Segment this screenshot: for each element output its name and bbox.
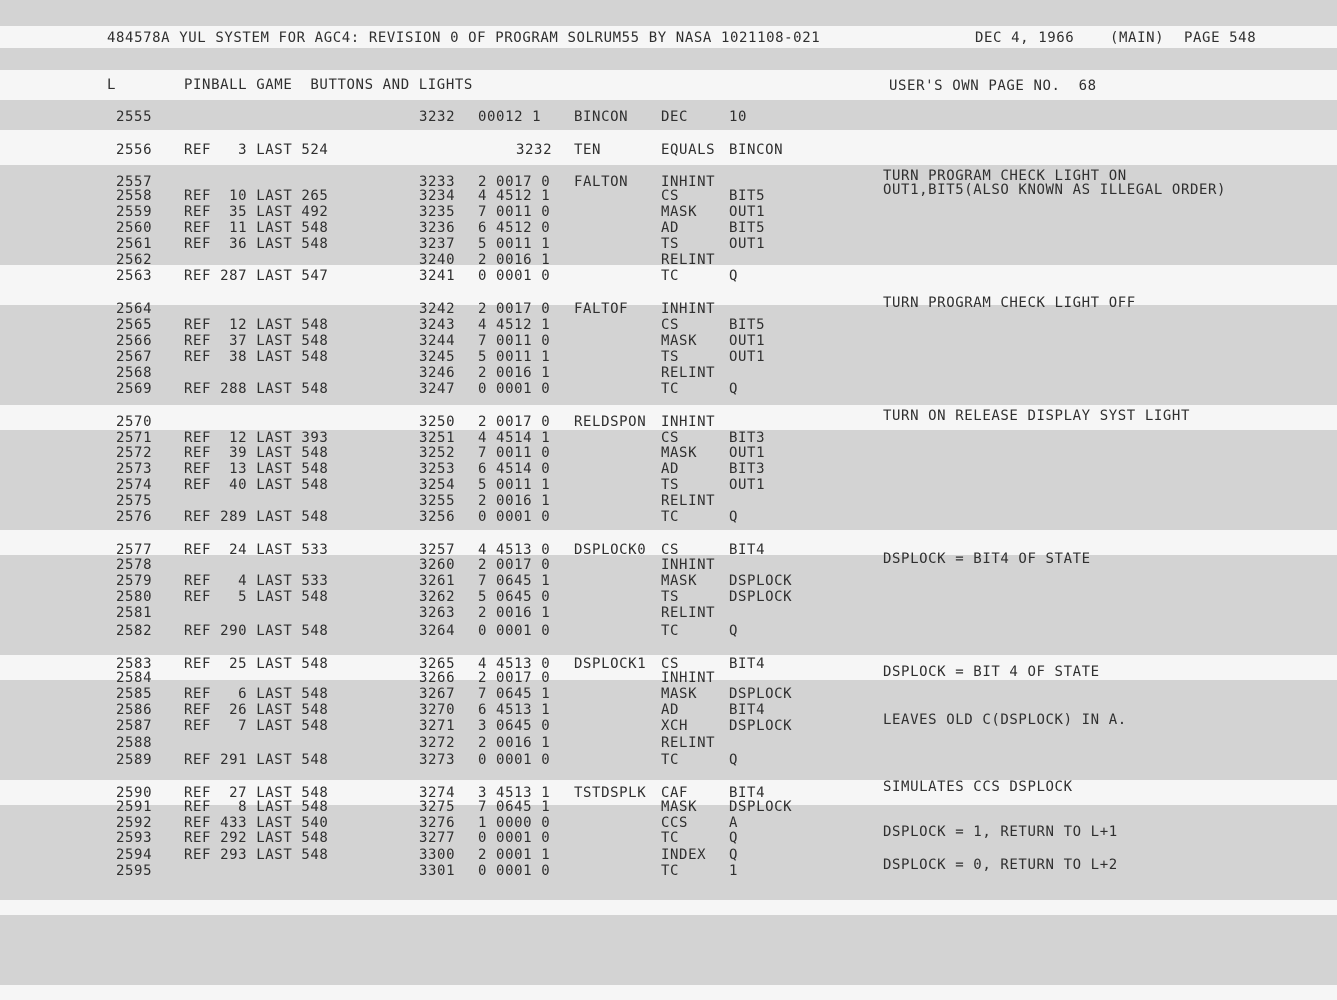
address: 3270 <box>419 702 456 718</box>
line-number: 2565 <box>116 317 153 333</box>
listing-section: (MAIN) <box>1110 30 1165 46</box>
opcode: RELINT <box>661 252 716 268</box>
line-number: 2585 <box>116 686 153 702</box>
cross-reference: REF 37 LAST 548 <box>184 333 329 349</box>
machine-code: 2 0016 1 <box>478 365 551 381</box>
comment: LEAVES OLD C(DSPLOCK) IN A. <box>883 712 1127 728</box>
opcode: AD <box>661 220 680 236</box>
comment: TURN PROGRAM CHECK LIGHT OFF <box>883 295 1136 311</box>
machine-code: 2 0016 1 <box>478 252 551 268</box>
operand: OUT1 <box>729 477 766 493</box>
opcode: DEC <box>661 109 689 125</box>
page-marker: L <box>107 77 117 93</box>
cross-reference: REF 8 LAST 548 <box>184 799 329 815</box>
opcode: MASK <box>661 686 698 702</box>
opcode: TC <box>661 863 680 879</box>
opcode: CAF <box>661 785 689 801</box>
opcode: INDEX <box>661 847 707 863</box>
opcode: TC <box>661 752 680 768</box>
address: 3257 <box>419 542 456 558</box>
operand: DSPLOCK <box>729 589 793 605</box>
address: 3261 <box>419 573 456 589</box>
opcode: RELINT <box>661 493 716 509</box>
line-number: 2572 <box>116 445 153 461</box>
opcode: INHINT <box>661 174 716 190</box>
machine-code: 7 0645 1 <box>478 799 551 815</box>
address: 3241 <box>419 268 456 284</box>
cross-reference: REF 35 LAST 492 <box>184 204 329 220</box>
line-number: 2576 <box>116 509 153 525</box>
address: 3276 <box>419 815 456 831</box>
machine-code: 4 4513 0 <box>478 656 551 672</box>
address: 3264 <box>419 623 456 639</box>
comment: DSPLOCK = BIT4 OF STATE <box>883 551 1091 567</box>
address: 3274 <box>419 785 456 801</box>
address: 3240 <box>419 252 456 268</box>
machine-code: 2 0017 0 <box>478 174 551 190</box>
machine-code: 2 0016 1 <box>478 605 551 621</box>
address: 3244 <box>419 333 456 349</box>
address: 3271 <box>419 718 456 734</box>
comment: DSPLOCK = 0, RETURN TO L+2 <box>883 857 1118 873</box>
opcode: TC <box>661 268 680 284</box>
line-number: 2555 <box>116 109 153 125</box>
address: 3236 <box>419 220 456 236</box>
operand: DSPLOCK <box>729 718 793 734</box>
section-title: PINBALL GAME BUTTONS AND LIGHTS <box>184 77 473 93</box>
line-number: 2561 <box>116 236 153 252</box>
operand: Q <box>729 752 739 768</box>
machine-code: 2 0017 0 <box>478 670 551 686</box>
line-number: 2570 <box>116 414 153 430</box>
address: 3242 <box>419 301 456 317</box>
opcode: MASK <box>661 445 698 461</box>
address: 3272 <box>419 735 456 751</box>
line-number: 2594 <box>116 847 153 863</box>
opcode: TC <box>661 623 680 639</box>
machine-code: 2 0017 0 <box>478 301 551 317</box>
machine-code: 4 4512 1 <box>478 188 551 204</box>
opcode: TC <box>661 830 680 846</box>
opcode: MASK <box>661 204 698 220</box>
comment: DSPLOCK = BIT 4 OF STATE <box>883 664 1100 680</box>
operand: 1 <box>729 863 739 879</box>
opcode: CS <box>661 656 680 672</box>
address: 3255 <box>419 493 456 509</box>
line-number: 2567 <box>116 349 153 365</box>
address: 3301 <box>419 863 456 879</box>
address: 3233 <box>419 174 456 190</box>
machine-code: 2 0016 1 <box>478 493 551 509</box>
machine-code: 00012 1 <box>478 109 542 125</box>
machine-code: 3232 <box>516 142 553 158</box>
operand: OUT1 <box>729 445 766 461</box>
cross-reference: REF 291 LAST 548 <box>184 752 329 768</box>
cross-reference: REF 288 LAST 548 <box>184 381 329 397</box>
address: 3275 <box>419 799 456 815</box>
listing-date: DEC 4, 1966 <box>975 30 1075 46</box>
machine-code: 2 0001 1 <box>478 847 551 863</box>
symbol-label: DSPLOCK0 <box>574 542 647 558</box>
opcode: MASK <box>661 573 698 589</box>
machine-code: 7 0011 0 <box>478 333 551 349</box>
address: 3234 <box>419 188 456 204</box>
operand: OUT1 <box>729 236 766 252</box>
line-number: 2586 <box>116 702 153 718</box>
address: 3256 <box>419 509 456 525</box>
line-number: 2581 <box>116 605 153 621</box>
opcode: INHINT <box>661 414 716 430</box>
line-number: 2557 <box>116 174 153 190</box>
opcode: AD <box>661 702 680 718</box>
machine-code: 4 4512 1 <box>478 317 551 333</box>
address: 3273 <box>419 752 456 768</box>
cross-reference: REF 12 LAST 548 <box>184 317 329 333</box>
line-number: 2579 <box>116 573 153 589</box>
address: 3254 <box>419 477 456 493</box>
operand: BIT5 <box>729 188 766 204</box>
address: 3237 <box>419 236 456 252</box>
line-number: 2583 <box>116 656 153 672</box>
address: 3250 <box>419 414 456 430</box>
line-number: 2593 <box>116 830 153 846</box>
symbol-label: BINCON <box>574 109 629 125</box>
machine-code: 3 4513 1 <box>478 785 551 801</box>
machine-code: 2 0017 0 <box>478 557 551 573</box>
address: 3243 <box>419 317 456 333</box>
opcode: CCS <box>661 815 689 831</box>
opcode: RELINT <box>661 605 716 621</box>
address: 3266 <box>419 670 456 686</box>
address: 3247 <box>419 381 456 397</box>
cross-reference: REF 293 LAST 548 <box>184 847 329 863</box>
cross-reference: REF 24 LAST 533 <box>184 542 329 558</box>
opcode: RELINT <box>661 735 716 751</box>
line-number: 2573 <box>116 461 153 477</box>
line-number: 2559 <box>116 204 153 220</box>
address: 3300 <box>419 847 456 863</box>
cross-reference: REF 10 LAST 265 <box>184 188 329 204</box>
symbol-label: DSPLOCK1 <box>574 656 647 672</box>
line-number: 2595 <box>116 863 153 879</box>
operand: BIT4 <box>729 785 766 801</box>
address: 3260 <box>419 557 456 573</box>
line-number: 2588 <box>116 735 153 751</box>
machine-code: 7 0645 1 <box>478 573 551 589</box>
machine-code: 5 0011 1 <box>478 236 551 252</box>
user-page-number: USER'S OWN PAGE NO. 68 <box>889 78 1097 94</box>
opcode: MASK <box>661 333 698 349</box>
line-number: 2569 <box>116 381 153 397</box>
operand: DSPLOCK <box>729 573 793 589</box>
opcode: INHINT <box>661 557 716 573</box>
cross-reference: REF 290 LAST 548 <box>184 623 329 639</box>
address: 3232 <box>419 109 456 125</box>
line-number: 2591 <box>116 799 153 815</box>
machine-code: 0 0001 0 <box>478 268 551 284</box>
opcode: CS <box>661 317 680 333</box>
line-number: 2566 <box>116 333 153 349</box>
operand: BIT3 <box>729 430 766 446</box>
machine-code: 0 0001 0 <box>478 509 551 525</box>
opcode: CS <box>661 542 680 558</box>
listing-header: 484578A YUL SYSTEM FOR AGC4: REVISION 0 OF PROGRAM SOLRUM55 BY NASA 1021108-021 <box>107 30 821 46</box>
machine-code: 7 0645 1 <box>478 686 551 702</box>
opcode: TS <box>661 589 680 605</box>
page-number: PAGE 548 <box>1184 30 1257 46</box>
opcode: TS <box>661 349 680 365</box>
machine-code: 0 0001 0 <box>478 752 551 768</box>
symbol-label: TSTDSPLK <box>574 785 647 801</box>
opcode: CS <box>661 188 680 204</box>
symbol-label: FALTON <box>574 174 629 190</box>
line-number: 2577 <box>116 542 153 558</box>
cross-reference: REF 292 LAST 548 <box>184 830 329 846</box>
line-number: 2564 <box>116 301 153 317</box>
operand: OUT1 <box>729 333 766 349</box>
machine-code: 7 0011 0 <box>478 445 551 461</box>
cross-reference: REF 289 LAST 548 <box>184 509 329 525</box>
machine-code: 5 0011 1 <box>478 349 551 365</box>
machine-code: 5 0011 1 <box>478 477 551 493</box>
address: 3235 <box>419 204 456 220</box>
opcode: CS <box>661 430 680 446</box>
machine-code: 0 0001 0 <box>478 830 551 846</box>
operand: Q <box>729 623 739 639</box>
line-number: 2562 <box>116 252 153 268</box>
machine-code: 7 0011 0 <box>478 204 551 220</box>
opcode: AD <box>661 461 680 477</box>
address: 3253 <box>419 461 456 477</box>
opcode: XCH <box>661 718 689 734</box>
cross-reference: REF 36 LAST 548 <box>184 236 329 252</box>
operand: BINCON <box>729 142 784 158</box>
cross-reference: REF 27 LAST 548 <box>184 785 329 801</box>
operand: Q <box>729 509 739 525</box>
cross-reference: REF 39 LAST 548 <box>184 445 329 461</box>
opcode: RELINT <box>661 365 716 381</box>
line-number: 2574 <box>116 477 153 493</box>
cross-reference: REF 6 LAST 548 <box>184 686 329 702</box>
operand: Q <box>729 830 739 846</box>
line-number: 2582 <box>116 623 153 639</box>
machine-code: 0 0001 0 <box>478 623 551 639</box>
machine-code: 0 0001 0 <box>478 863 551 879</box>
operand: DSPLOCK <box>729 799 793 815</box>
address: 3263 <box>419 605 456 621</box>
comment: TURN ON RELEASE DISPLAY SYST LIGHT <box>883 408 1190 424</box>
address: 3252 <box>419 445 456 461</box>
machine-code: 6 4514 0 <box>478 461 551 477</box>
address: 3267 <box>419 686 456 702</box>
cross-reference: REF 13 LAST 548 <box>184 461 329 477</box>
symbol-label: TEN <box>574 142 602 158</box>
opcode: TC <box>661 509 680 525</box>
opcode: TS <box>661 477 680 493</box>
cross-reference: REF 26 LAST 548 <box>184 702 329 718</box>
line-number: 2558 <box>116 188 153 204</box>
cross-reference: REF 287 LAST 547 <box>184 268 329 284</box>
cross-reference: REF 38 LAST 548 <box>184 349 329 365</box>
address: 3245 <box>419 349 456 365</box>
symbol-label: RELDSPON <box>574 414 647 430</box>
opcode: INHINT <box>661 670 716 686</box>
operand: A <box>729 815 739 831</box>
line-number: 2568 <box>116 365 153 381</box>
line-number: 2556 <box>116 142 153 158</box>
cross-reference: REF 12 LAST 393 <box>184 430 329 446</box>
operand: OUT1 <box>729 349 766 365</box>
line-number: 2587 <box>116 718 153 734</box>
machine-code: 6 4513 1 <box>478 702 551 718</box>
line-number: 2590 <box>116 785 153 801</box>
machine-code: 1 0000 0 <box>478 815 551 831</box>
operand: DSPLOCK <box>729 686 793 702</box>
operand: BIT4 <box>729 702 766 718</box>
address: 3265 <box>419 656 456 672</box>
cross-reference: REF 4 LAST 533 <box>184 573 329 589</box>
operand: Q <box>729 847 739 863</box>
cross-reference: REF 25 LAST 548 <box>184 656 329 672</box>
cross-reference: REF 3 LAST 524 <box>184 142 329 158</box>
operand: BIT4 <box>729 542 766 558</box>
line-number: 2578 <box>116 557 153 573</box>
opcode: TC <box>661 381 680 397</box>
operand: BIT5 <box>729 317 766 333</box>
symbol-label: FALTOF <box>574 301 629 317</box>
cross-reference: REF 433 LAST 540 <box>184 815 329 831</box>
line-number: 2575 <box>116 493 153 509</box>
opcode: TS <box>661 236 680 252</box>
address: 3262 <box>419 589 456 605</box>
operand: 10 <box>729 109 748 125</box>
cross-reference: REF 11 LAST 548 <box>184 220 329 236</box>
operand: Q <box>729 381 739 397</box>
operand: BIT3 <box>729 461 766 477</box>
cross-reference: REF 7 LAST 548 <box>184 718 329 734</box>
machine-code: 5 0645 0 <box>478 589 551 605</box>
line-number: 2560 <box>116 220 153 236</box>
line-number: 2580 <box>116 589 153 605</box>
cross-reference: REF 40 LAST 548 <box>184 477 329 493</box>
line-number: 2563 <box>116 268 153 284</box>
opcode: EQUALS <box>661 142 716 158</box>
machine-code: 2 0016 1 <box>478 735 551 751</box>
machine-code: 4 4513 0 <box>478 542 551 558</box>
line-number: 2571 <box>116 430 153 446</box>
comment: SIMULATES CCS DSPLOCK <box>883 779 1073 795</box>
comment: DSPLOCK = 1, RETURN TO L+1 <box>883 824 1118 840</box>
address: 3277 <box>419 830 456 846</box>
cross-reference: REF 5 LAST 548 <box>184 589 329 605</box>
comment: OUT1,BIT5(ALSO KNOWN AS ILLEGAL ORDER) <box>883 182 1227 198</box>
operand: Q <box>729 268 739 284</box>
machine-code: 2 0017 0 <box>478 414 551 430</box>
machine-code: 6 4512 0 <box>478 220 551 236</box>
operand: OUT1 <box>729 204 766 220</box>
operand: BIT4 <box>729 656 766 672</box>
machine-code: 4 4514 1 <box>478 430 551 446</box>
opcode: INHINT <box>661 301 716 317</box>
address: 3246 <box>419 365 456 381</box>
operand: BIT5 <box>729 220 766 236</box>
line-number: 2592 <box>116 815 153 831</box>
address: 3251 <box>419 430 456 446</box>
comment: TURN PROGRAM CHECK LIGHT ON <box>883 168 1127 184</box>
line-number: 2584 <box>116 670 153 686</box>
line-number: 2589 <box>116 752 153 768</box>
opcode: MASK <box>661 799 698 815</box>
machine-code: 3 0645 0 <box>478 718 551 734</box>
machine-code: 0 0001 0 <box>478 381 551 397</box>
